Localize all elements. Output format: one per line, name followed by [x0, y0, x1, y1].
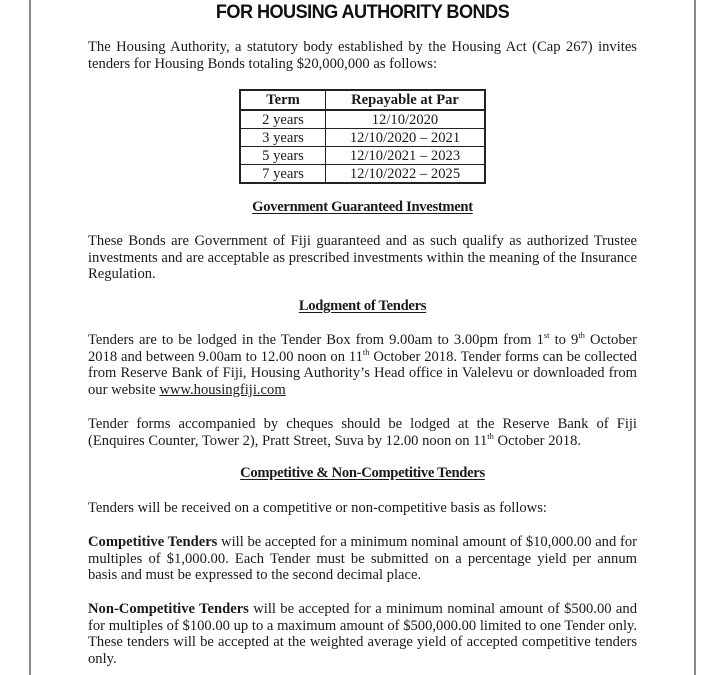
section-heading-competitive [88, 465, 637, 482]
lodgment-paragraph-2 [88, 416, 637, 449]
competitive-intro-text: Tenders will be received on a competitive or non-competitive basis as follows: [88, 500, 547, 516]
guaranteed-text: These Bonds are Government of Fiji guaranteed and as such qualify as authorized Trustee investments and are acceptable as prescribed investments within the meaning of the Insurance Regulation. [88, 233, 637, 283]
text-run: Tender forms accompanied by cheques should be lodged at the Reserve Bank of Fiji (Enquires Counter, Tower 2), Pratt Street, Suva by 12.00 noon on 11 [88, 416, 637, 449]
text-run: October 2018. [493, 432, 582, 449]
page-border-left [29, 0, 31, 675]
ordinal-suffix: th [362, 346, 370, 357]
noncompetitive-paragraph [88, 601, 637, 668]
competitive-intro [88, 500, 637, 517]
section-heading-guaranteed [88, 199, 637, 216]
lodgment-paragraph-1 [88, 332, 637, 399]
guaranteed-paragraph [88, 233, 637, 283]
column-header-repayable: Repayable at Par [326, 90, 486, 110]
text-run: October 2018. Tender forms can be collected from Reserve Bank of Fiji, Housing Authority’s Head office in Valelevu or downloaded from our website [88, 348, 637, 399]
term-cell: 7 years [240, 165, 326, 184]
ordinal-suffix: th [578, 330, 585, 340]
heading-text: Competitive & Non-Competitive Tenders [240, 465, 485, 481]
term-cell: 3 years [240, 129, 326, 147]
table-header-row [240, 90, 485, 110]
table-row [240, 129, 485, 147]
text-run: October 2018 and between 9.00am to 12.00 noon on 11 [88, 332, 637, 365]
bonds-table [239, 89, 486, 184]
noncompetitive-label: Non-Competitive Tenders [88, 601, 249, 617]
document-title: FOR HOUSING AUTHORITY BONDS [215, 1, 510, 23]
column-header-term: Term [240, 90, 326, 110]
section-heading-lodgment [88, 298, 637, 315]
term-cell: 5 years [240, 147, 326, 165]
ordinal-suffix: st [543, 330, 550, 340]
table-row [240, 147, 485, 165]
text-run: will be accepted for a minimum nominal amount of $10,000.00 and for multiples of $1,000.00. Each Tender must be submitted on a percentage yield per annum basis and must be expressed to the second decimal place. [88, 534, 637, 584]
repayable-cell: 12/10/2022 – 2025 [326, 165, 486, 184]
competitive-paragraph [88, 534, 637, 584]
website-link[interactable]: www.housingfiji.com [159, 382, 286, 399]
ordinal-suffix: th [487, 430, 494, 441]
intro-text: The Housing Authority, a statutory body established by the Housing Act (Cap 267) invites tenders for Housing Bonds totaling $20,000,000 as follows: [88, 39, 637, 72]
competitive-label: Competitive Tenders [88, 534, 218, 550]
repayable-cell: 12/10/2021 – 2023 [326, 147, 486, 165]
table-row [240, 110, 485, 129]
text-run: will be accepted for a minimum nominal amount of $500.00 and for multiples of $100.00 up to a maximum amount of $500,000.00 limited to one Tender only. These tenders will be accepted at the weighted average yield of accepted competitive tenders only. [88, 601, 637, 668]
repayable-cell: 12/10/2020 – 2021 [326, 129, 486, 147]
text-run: Tenders are to be lodged in the Tender Box from 9.00am to 3.00pm from 1 [88, 332, 544, 348]
table-row [240, 165, 485, 184]
heading-text: Government Guaranteed Investment [252, 199, 473, 215]
heading-text: Lodgment of Tenders [298, 298, 427, 314]
repayable-cell: 12/10/2020 [326, 110, 486, 129]
term-cell: 2 years [240, 110, 326, 129]
page-border-right [694, 0, 696, 675]
text-run: to 9 [549, 332, 579, 348]
intro-paragraph [88, 39, 637, 72]
